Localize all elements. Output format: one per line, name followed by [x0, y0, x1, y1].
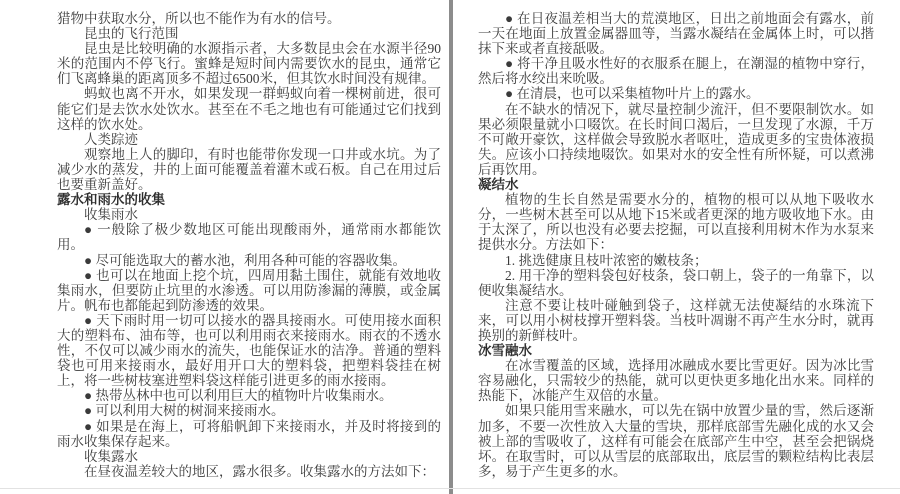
subsection-heading: 收集露水: [84, 448, 138, 464]
right-page: [453, 0, 900, 488]
paragraph: 昆虫是比较明确的水源指示者，大多数昆虫会在水源半径90米的范围内不停飞行。蜜蜂是短时间内需要饮水的昆虫，通常它们飞离蜂巢的距离顶多不超过6500米，但其饮水时间没有规律。: [57, 41, 441, 87]
bullet-item: ● 热带丛林中也可以利用巨大的植物叶片收集雨水。: [84, 388, 393, 404]
numbered-item: 2. 用干净的塑料袋包好枝条，袋口朝上，袋子的一角靠下，以便收集凝结水。: [478, 267, 874, 298]
bullet-item: ● 一般除了极少数地区可能出现酸雨外，通常雨水都能饮用。: [57, 222, 441, 253]
paragraph: 在不缺水的情况下，就尽量控制少流汗，但不要限制饮水。如果必须限量就小口啜饮。在长时间口渴后，一旦发现了水源，千万不可敞开豪饮，这样做会导致脱水者呕吐，造成更多的宝贵体液损失。应该小口持续地啜饮。如果对水的安全性有所怀疑，可以煮沸后再饮用。: [478, 101, 874, 177]
paragraph-continued: 猎物中获取水分，所以也不能作为有水的信号。: [57, 11, 341, 26]
bullet-item: ● 尽可能选取大的蓄水池，利用各种可能的容器收集。: [84, 252, 407, 268]
numbered-item: 1. 挑选健康且枝叶浓密的嫩枝条；: [505, 252, 708, 268]
bullet-item: ● 天下雨时用一切可以接水的器具接雨水。可使用接水面积大的塑料布、油布等，也可以利用雨衣来接雨水。雨衣的不透水性，不仅可以减少雨水的流失，也能保证水的洁净。普通的塑料袋也可用来接雨水，最好用开口大的塑料袋，把塑料袋挂在树上，将一些树枝塞进塑料袋这样能引进更多的雨水接雨。: [57, 312, 441, 389]
paragraph: 植物的生长自然是需要水分的，植物的根可以从地下吸收水分，一些树木甚至可以从地下15米或者更深的地方吸收地下水。由于太深了，所以也没有必要去挖掘，可以直接利用树木作为水泵来提供水分。方法如下：: [478, 192, 874, 253]
paragraph: 如果只能用雪来融水，可以先在锅中放置少量的雪，然后逐渐加多，不要一次性放入大量的雪块，那样底部雪先融化成的水又会被上部的雪吸收了，这样有可能会在底部产生中空，甚至会把锅烧坏。在取雪时，可以从雪层的底部取出，底层雪的颗粒结构比表层多，易于产生更多的水。: [478, 403, 874, 479]
subsection-heading: 昆虫的飞行范围: [84, 26, 179, 42]
paragraph: 注意不要让枝叶碰触到袋子，这样就无法使凝结的水珠流下来，可以用小树枝撑开塑料袋。当枝叶凋谢不再产生水分时，就再换别的新鲜枝叶。: [478, 297, 874, 343]
section-heading: 冰雪融水: [478, 343, 532, 359]
left-page: [0, 0, 449, 488]
section-heading: 凝结水: [478, 177, 519, 193]
subsection-heading: 收集雨水: [84, 207, 138, 223]
bottom-rule: [0, 488, 900, 489]
bullet-item: ● 也可以在地面上挖个坑，四周用黏土围住，就能有效地收集雨水，但要防止坑里的水渗透。可以用防渗漏的薄膜，或金属片。帆布也都能起到防渗透的效果。: [57, 267, 441, 313]
section-heading: 露水和雨水的收集: [57, 192, 165, 208]
bullet-item: ● 在清晨，也可以采集植物叶片上的露水。: [505, 86, 760, 102]
paragraph: 蚂蚁也离不开水，如果发现一群蚂蚁向着一棵树前进，很可能它们是去饮水处饮水。甚至在不毛之地也有可能通过它们找到这样的饮水处。: [57, 86, 441, 132]
bullet-item: ● 将干净且吸水性好的衣服系在腿上，在潮湿的植物中穿行，然后将水绞出来吮吸。: [478, 56, 874, 87]
paragraph: 在昼夜温差较大的地区，露水很多。收集露水的方法如下：: [84, 463, 435, 479]
paragraph: 观察地上人的脚印，有时也能带你发现一口井或水坑。为了减少水的蒸发，井的上面可能覆盖着灌木或石板。自己在用过后也要重新盖好。: [57, 146, 441, 193]
subsection-heading: 人类踪迹: [84, 131, 138, 147]
bullet-item: ● 在日夜温差相当大的荒漠地区，日出之前地面会有露水，前一天在地面上放置金属器皿等，当露水凝结在金属体上时，可以揩抹下来或者直接舐吸。: [478, 11, 874, 57]
bullet-item: ● 如果是在海上，可将船帆卸下来接雨水，并及时将接到的雨水收集保存起来。: [57, 418, 441, 449]
bullet-item: ● 可以利用大树的树洞来接雨水。: [84, 403, 285, 419]
paragraph: 在冰雪覆盖的区域，选择用冰融成水要比雪更好。因为冰比雪容易融化，只需较少的热能，就可以更快更多地化出水来。同样的热能下，冰能产生双倍的水量。: [478, 358, 874, 404]
